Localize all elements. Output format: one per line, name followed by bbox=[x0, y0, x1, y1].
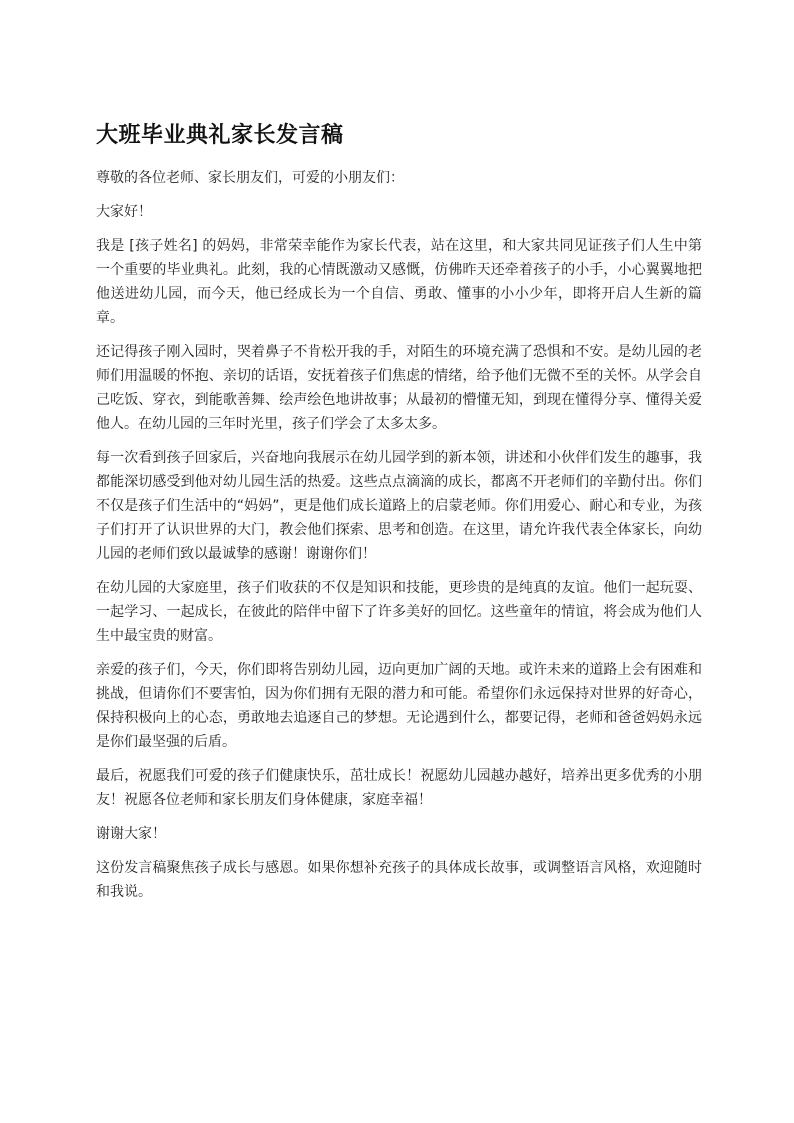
paragraph-note: 这份发言稿聚焦孩子成长与感恩。如果你想补充孩子的具体成长故事，或调整语言风格，欢迎随时和我说。 bbox=[96, 860, 702, 900]
paragraph-friendship: 在幼儿园的大家庭里，孩子们收获的不仅是知识和技能，更珍贵的是纯真的友谊。他们一起玩耍、一起学习、一起成长，在彼此的陪伴中留下了许多美好的回忆。这些童年的情谊，将会成为他们人生中最宝贵的财富。 bbox=[96, 580, 702, 644]
paragraph-gratitude: 每一次看到孩子回家后，兴奋地向我展示在幼儿园学到的新本领，讲述和小伙伴们发生的趣事，我都能深切感受到他对幼儿园生活的热爱。这些点点滴滴的成长，都离不开老师们的辛勤付出。你们不仅是孩子们生活中的“妈妈”，更是他们成长道路上的启蒙老师。你们用爱心、耐心和专业，为孩子们打开了认识世界的大门，教会他们探索、思考和创造。在这里，请允许我代表全体家长，向幼儿园的老师们致以最诚挚的感谢！谢谢你们！ bbox=[96, 450, 702, 562]
paragraph-wishes-children: 亲爱的孩子们，今天，你们即将告别幼儿园，迈向更加广阔的天地。或许未来的道路上会有困难和挑战，但请你们不要害怕，因为你们拥有无限的潜力和可能。希望你们永远保持对世界的好奇心，保持积极向上的心态，勇敢地去追逐自己的梦想。无论遇到什么，都要记得，老师和爸爸妈妈永远是你们最坚强的后盾。 bbox=[96, 662, 702, 750]
paragraph-introduction: 我是 [孩子姓名] 的妈妈，非常荣幸能作为家长代表，站在这里，和大家共同见证孩子们人生中第一个重要的毕业典礼。此刻，我的心情既激动又感慨，仿佛昨天还牵着孩子的小手，小心翼翼地把他送进幼儿园，而今天，他已经成长为一个自信、勇敢、懂事的小小少年，即将开启人生新的篇章。 bbox=[96, 238, 702, 326]
paragraph-greeting: 大家好！ bbox=[96, 204, 152, 220]
document-title: 大班毕业典礼家长发言稿 bbox=[96, 123, 344, 148]
paragraph-memories: 还记得孩子刚入园时，哭着鼻子不肯松开我的手，对陌生的环境充满了恐惧和不安。是幼儿园的老师们用温暖的怀抱、亲切的话语，安抚着孩子们焦虑的情绪，给予他们无微不至的关怀。从学会自己吃饭、穿衣，到能歌善舞、绘声绘色地讲故事；从最初的懵懂无知，到现在懂得分享、懂得关爱他人。在幼儿园的三年时光里，孩子们学会了太多太多。 bbox=[96, 344, 702, 432]
paragraph-thanks: 谢谢大家！ bbox=[96, 826, 166, 842]
paragraph-blessings: 最后，祝愿我们可爱的孩子们健康快乐，茁壮成长！祝愿幼儿园越办越好，培养出更多优秀的小朋友！祝愿各位老师和家长朋友们身体健康，家庭幸福！ bbox=[96, 768, 702, 808]
paragraph-salutation: 尊敬的各位老师、家长朋友们，可爱的小朋友们： bbox=[96, 170, 404, 186]
document-page bbox=[96, 118, 702, 914]
